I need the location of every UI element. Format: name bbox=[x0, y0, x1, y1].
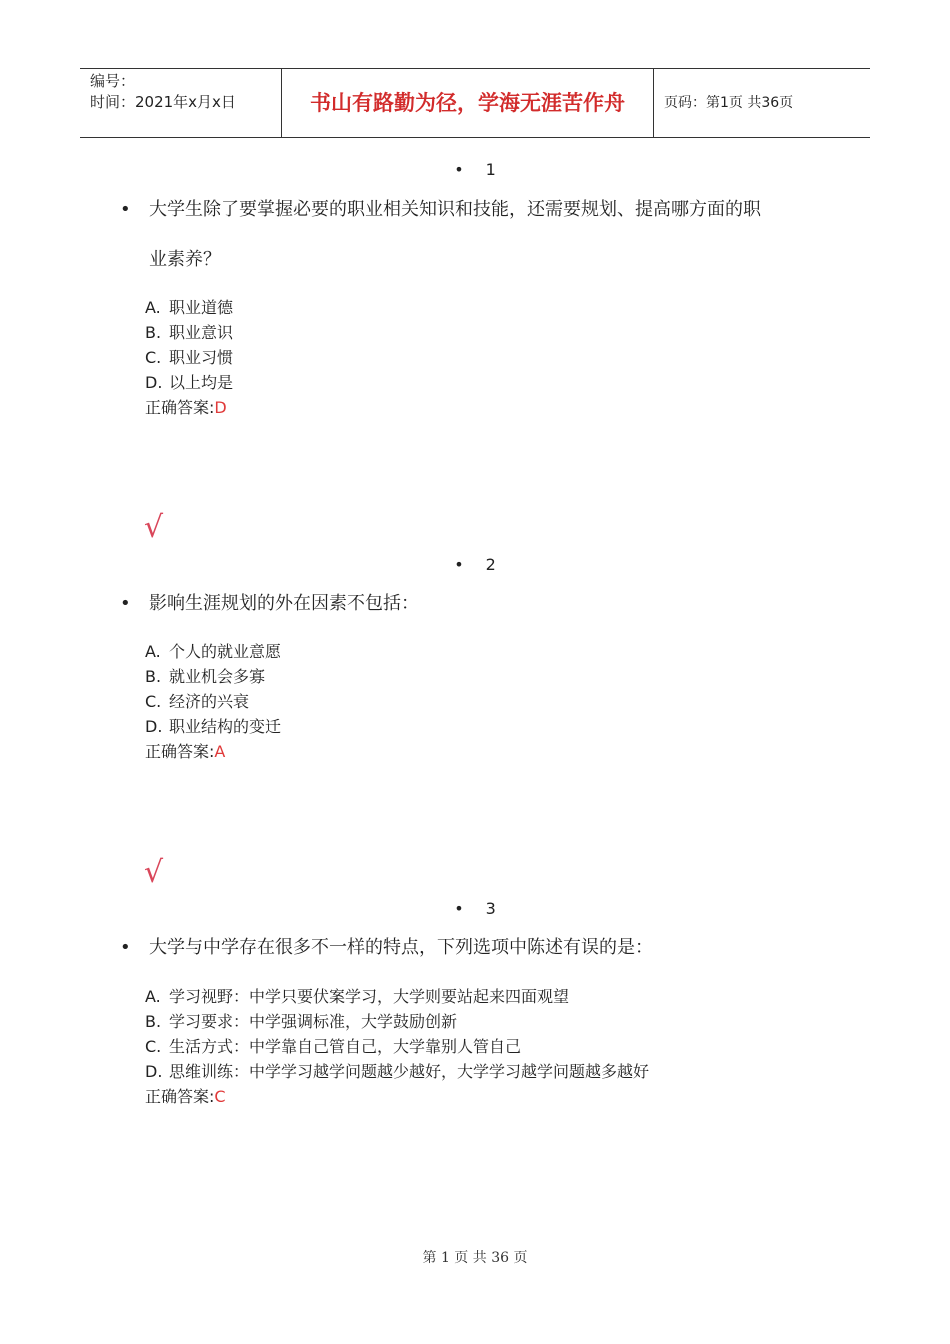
bullet-icon: • bbox=[454, 899, 464, 918]
header-motto: 书山有路勤为径，学海无涯苦作舟 bbox=[282, 69, 654, 137]
option-item: C. 经济的兴衰 bbox=[145, 692, 250, 711]
question-stem-line: 大学与中学存在很多不一样的特点，下列选项中陈述有误的是： bbox=[149, 937, 653, 958]
option-item: A. 个人的就业意愿 bbox=[145, 642, 282, 661]
options-list bbox=[145, 984, 649, 1109]
answer-value: C bbox=[214, 1087, 226, 1106]
answer-value: D bbox=[214, 398, 227, 417]
check-mark-icon: √ bbox=[144, 855, 164, 890]
answer-value: A bbox=[214, 742, 226, 761]
option-item: A. 职业道德 bbox=[145, 298, 234, 317]
option-item: D. 以上均是 bbox=[145, 373, 234, 392]
correct-answer: 正确答案:C bbox=[145, 1087, 226, 1106]
option-item: B. 职业意识 bbox=[145, 323, 234, 342]
document-number-label: 编号： bbox=[90, 72, 136, 90]
bullet-icon: • bbox=[454, 555, 464, 574]
bullet-icon: • bbox=[454, 160, 464, 179]
option-item: C. 职业习惯 bbox=[145, 348, 234, 367]
options-list bbox=[145, 639, 281, 764]
option-item: C. 生活方式：中学靠自己管自己，大学靠别人管自己 bbox=[145, 1037, 522, 1056]
question-stem-line: 影响生涯规划的外在因素不包括： bbox=[149, 593, 419, 614]
header-page-info: 页码：第1页 共36页 bbox=[664, 95, 794, 111]
question-number: • 3 bbox=[454, 899, 496, 918]
question-stem-line: 大学生除了要掌握必要的职业相关知识和技能，还需要规划、提高哪方面的职 bbox=[149, 199, 761, 220]
options-list bbox=[145, 295, 233, 420]
check-mark-icon: √ bbox=[144, 510, 164, 545]
correct-answer: 正确答案:D bbox=[145, 398, 227, 417]
document-time-label: 时间：2021年x月x日 bbox=[90, 93, 236, 111]
header-meta bbox=[80, 69, 282, 137]
bullet-icon: • bbox=[120, 593, 131, 614]
question-stem bbox=[120, 579, 820, 629]
page-header bbox=[80, 68, 870, 138]
correct-answer: 正确答案:A bbox=[145, 742, 226, 761]
question-stem-line: 业素养？ bbox=[149, 249, 221, 270]
option-item: D. 职业结构的变迁 bbox=[145, 717, 282, 736]
option-item: B. 就业机会多寡 bbox=[145, 667, 266, 686]
question-stem bbox=[120, 185, 820, 285]
option-item: A. 学习视野：中学只要伏案学习，大学则要站起来四面观望 bbox=[145, 987, 570, 1006]
question-number: • 2 bbox=[454, 555, 496, 574]
question-number: • 1 bbox=[454, 160, 496, 179]
question-stem bbox=[120, 923, 820, 973]
option-item: D. 思维训练：中学学习越学问题越少越好，大学学习越学问题越多越好 bbox=[145, 1062, 650, 1081]
page-footer: 第 1 页 共 36 页 bbox=[422, 1250, 528, 1266]
option-item: B. 学习要求：中学强调标准，大学鼓励创新 bbox=[145, 1012, 458, 1031]
bullet-icon: • bbox=[120, 937, 131, 958]
bullet-icon: • bbox=[120, 199, 131, 220]
